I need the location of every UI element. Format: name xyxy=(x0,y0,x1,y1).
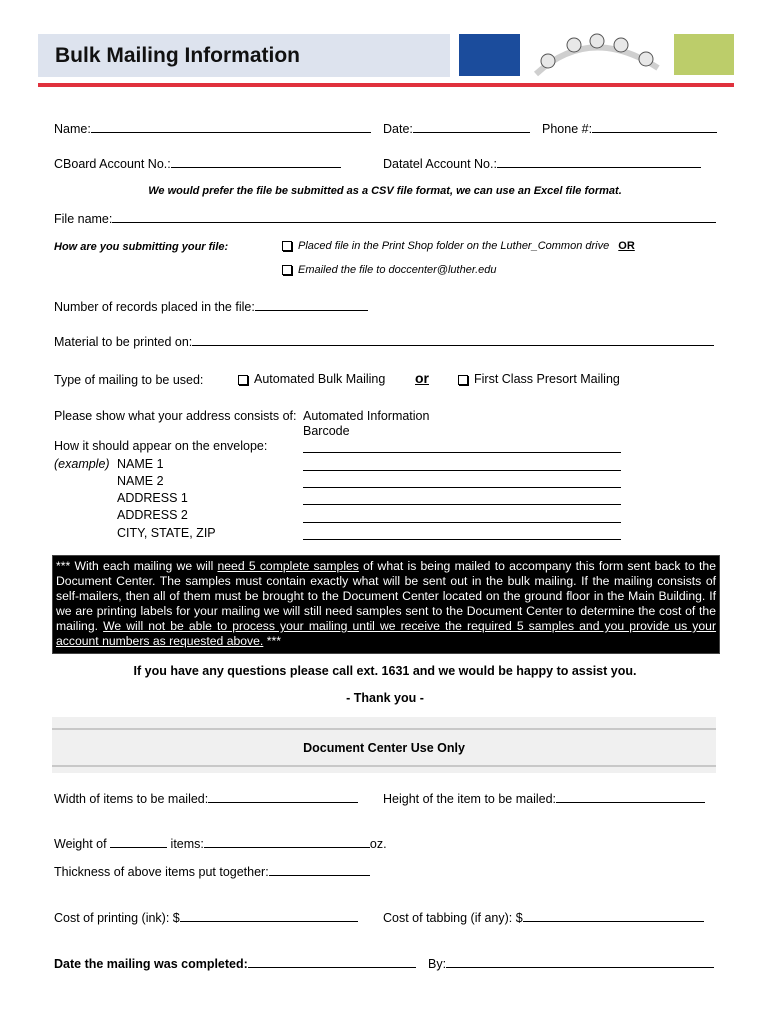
thickness-label: Thickness of above items put together: xyxy=(54,865,269,879)
datatel-line[interactable] xyxy=(497,167,701,168)
by-label: By: xyxy=(428,957,447,971)
samples-notice xyxy=(52,555,720,654)
datatel-field[interactable] xyxy=(383,157,701,171)
thickness-line[interactable] xyxy=(269,875,370,876)
name-field[interactable] xyxy=(54,122,371,136)
items-label: items: xyxy=(170,837,204,851)
file-name-line[interactable] xyxy=(112,222,716,223)
height-line[interactable] xyxy=(556,802,705,803)
cost-printing-field[interactable] xyxy=(54,911,358,925)
name-line[interactable] xyxy=(91,132,371,133)
checkbox-print-shop[interactable] xyxy=(282,241,292,251)
height-label: Height of the item to be mailed: xyxy=(383,792,557,806)
envelope-line-1[interactable] xyxy=(303,452,621,453)
envelope-line-6[interactable] xyxy=(303,539,621,540)
checkbox-bulk[interactable] xyxy=(238,375,248,385)
bulk-label: Automated Bulk Mailing xyxy=(254,372,386,386)
cboard-label: CBoard Account No.: xyxy=(54,157,171,171)
date-completed-line[interactable] xyxy=(248,967,416,968)
file-name-label: File name: xyxy=(54,212,113,226)
mailing-option-first-class[interactable] xyxy=(458,372,620,386)
submit-or: OR xyxy=(618,240,635,252)
logo-circle-1 xyxy=(541,54,555,68)
notice-text-1: *** With each mailing we will xyxy=(56,559,218,573)
envelope-line-3[interactable] xyxy=(303,487,621,488)
items-line[interactable] xyxy=(204,847,370,848)
weight-label: Weight of xyxy=(54,837,107,851)
weight-field[interactable] xyxy=(54,837,387,851)
material-field[interactable] xyxy=(54,335,714,349)
questions-text: If you have any questions please call ext. 1631 and we would be happy to assist you. xyxy=(133,664,637,678)
material-label: Material to be printed on: xyxy=(54,335,193,349)
doc-center-rule-top xyxy=(52,728,716,730)
submit-option1-label: Placed file in the Print Shop folder on the Luther_Common drive xyxy=(298,240,610,252)
logo-graphic xyxy=(530,30,665,80)
address-line-5: CITY, STATE, ZIP xyxy=(117,526,216,540)
address-value-1: Automated Information xyxy=(303,409,430,423)
records-line[interactable] xyxy=(255,310,368,311)
weight-line[interactable] xyxy=(110,847,167,848)
phone-line[interactable] xyxy=(592,132,717,133)
checkbox-first-class[interactable] xyxy=(458,375,468,385)
date-field[interactable] xyxy=(383,122,530,136)
date-completed-field[interactable] xyxy=(54,957,416,971)
header-divider xyxy=(38,83,734,87)
doc-center-heading: Document Center Use Only xyxy=(303,741,465,755)
cost-tabbing-label: Cost of tabbing (if any): $ xyxy=(383,911,523,925)
date-completed-label: Date the mailing was completed: xyxy=(54,957,248,971)
address-label: Please show what your address consists of: xyxy=(54,409,297,423)
records-field[interactable] xyxy=(54,300,368,314)
submit-option-email[interactable] xyxy=(282,264,496,276)
page-title: Bulk Mailing Information xyxy=(55,44,300,67)
file-name-field[interactable] xyxy=(54,212,716,226)
envelope-line-5[interactable] xyxy=(303,522,621,523)
date-line[interactable] xyxy=(413,132,530,133)
cboard-field[interactable] xyxy=(54,157,341,171)
cost-printing-label: Cost of printing (ink): $ xyxy=(54,911,180,925)
cost-tabbing-field[interactable] xyxy=(383,911,704,925)
date-label: Date: xyxy=(383,122,413,136)
checkbox-email[interactable] xyxy=(282,265,292,275)
envelope-label: How it should appear on the envelope: xyxy=(54,439,268,453)
width-line[interactable] xyxy=(208,802,358,803)
notice-underline-2: We will not be able to process your mailing until we receive the required 5 samples and you provide us your account numbers as requested above. xyxy=(56,619,717,648)
submit-option2-label: Emailed the file to doccenter@luther.edu xyxy=(298,264,497,276)
phone-label: Phone #: xyxy=(542,122,593,136)
envelope-line-2[interactable] xyxy=(303,470,621,471)
records-label: Number of records placed in the file: xyxy=(54,300,255,314)
notice-text-2: of what is being mailed to accompany this form sent back to the Document Center. The samples must contain exactly what will be sent out in the bulk mailing. If the mailing consists of self-mailers, then all of them must be brought to the Document Center located on the ground floor in the Main Building. If we are printing labels for your mailing we will still need samples sent to the Document Center to determine the cost of the mailing. xyxy=(56,559,716,633)
material-line[interactable] xyxy=(192,345,714,346)
cboard-line[interactable] xyxy=(171,167,341,168)
thickness-field[interactable] xyxy=(54,865,370,879)
oz-label: oz. xyxy=(369,837,387,851)
example-label: (example) xyxy=(54,457,110,471)
logo-circle-5 xyxy=(639,52,653,66)
csv-note: We would prefer the file be submitted as a CSV file format, we can use an Excel file format. xyxy=(148,185,622,197)
by-line[interactable] xyxy=(446,967,714,968)
address-line-4: ADDRESS 2 xyxy=(117,508,188,522)
blue-decor-block xyxy=(459,34,520,76)
logo-circle-2 xyxy=(567,38,581,52)
mailing-type-label: Type of mailing to be used: xyxy=(54,373,204,387)
by-field[interactable] xyxy=(428,957,714,971)
width-label: Width of items to be mailed: xyxy=(54,792,209,806)
datatel-label: Datatel Account No.: xyxy=(383,157,497,171)
mailing-or: or xyxy=(415,370,429,386)
mailing-option-bulk[interactable] xyxy=(238,372,385,386)
green-decor-block xyxy=(674,34,734,75)
cost-tabbing-line[interactable] xyxy=(523,921,704,922)
notice-underline-1: need 5 complete samples xyxy=(217,559,359,573)
address-value-2: Barcode xyxy=(303,424,350,438)
notice-text-3: *** xyxy=(263,634,281,648)
submit-question: How are you submitting your file: xyxy=(54,241,229,253)
envelope-line-4[interactable] xyxy=(303,504,621,505)
height-field[interactable] xyxy=(383,792,705,806)
phone-field[interactable] xyxy=(542,122,717,136)
address-line-2: NAME 2 xyxy=(117,474,164,488)
submit-option-print-shop[interactable] xyxy=(282,240,635,252)
logo-circle-4 xyxy=(614,38,628,52)
address-line-3: ADDRESS 1 xyxy=(117,491,188,505)
logo-circle-3 xyxy=(590,34,604,48)
name-label: Name: xyxy=(54,122,91,136)
thank-you: - Thank you - xyxy=(346,691,424,705)
width-field[interactable] xyxy=(54,792,358,806)
address-line-1: NAME 1 xyxy=(117,457,164,471)
cost-printing-line[interactable] xyxy=(180,921,358,922)
first-class-label: First Class Presort Mailing xyxy=(474,372,620,386)
doc-center-rule-bottom xyxy=(52,765,716,767)
